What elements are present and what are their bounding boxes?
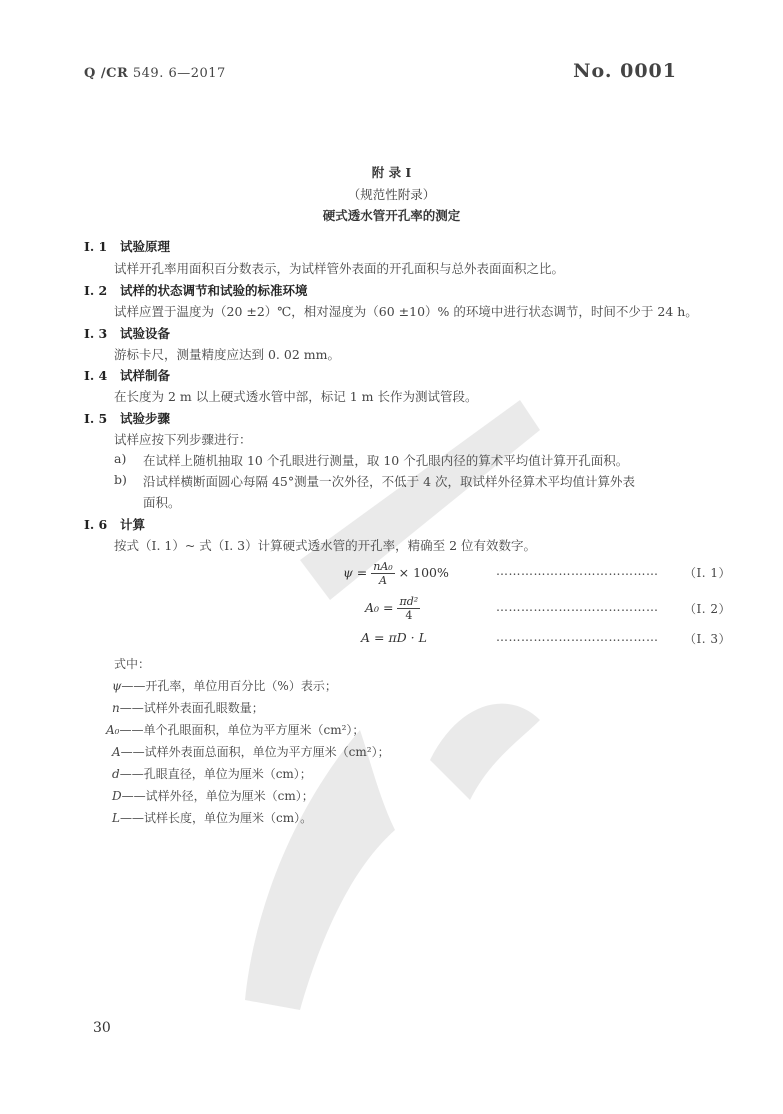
- definition: ——孔眼直径，单位为厘米（cm）；: [119, 767, 312, 781]
- denominator: A: [378, 574, 387, 587]
- list-item-label: b): [114, 472, 127, 487]
- section-number: I. 5: [84, 411, 108, 426]
- document-number: No. 0001: [573, 60, 677, 82]
- formula-reference: （I. 2）: [684, 602, 732, 616]
- section-number: I. 3: [84, 326, 108, 341]
- list-item: 沿试样横断面圆心每隔 45°测量一次外径，不低于 4 次，取试样外径算术平均值计算外表: [143, 474, 636, 489]
- definition: ——试样外表面孔眼数量；: [119, 701, 264, 715]
- section-number: I. 2: [84, 283, 108, 298]
- symbol: A₀: [106, 723, 120, 737]
- section-heading: [84, 409, 170, 427]
- where-item: [106, 721, 364, 738]
- definition: ——试样外表面总面积，单位为平方厘米（cm²）；: [120, 745, 390, 759]
- annex-subtitle: （规范性附录）: [347, 187, 436, 202]
- paragraph: 游标卡尺，测量精度应达到 0. 02 mm。: [114, 347, 340, 362]
- where-item: [112, 787, 314, 804]
- formula-reference: （I. 1）: [684, 566, 732, 580]
- paragraph: 试样应置于温度为（20 ±2）℃，相对湿度为（60 ±10）% 的环境中进行状态调节，时间不少于 24 h。: [114, 304, 698, 319]
- leader-dots: …………………………………: [496, 630, 659, 644]
- definition: ——单个孔眼面积，单位为平方厘米（cm²）；: [119, 723, 365, 737]
- page-number: 30: [93, 1020, 111, 1036]
- formula-lhs: A₀ =: [365, 600, 394, 615]
- definition: ——开孔率，单位用百分比（%）表示；: [121, 679, 337, 693]
- standard-number: 549. 6—2017: [132, 66, 226, 81]
- section-number: I. 6: [84, 517, 108, 532]
- symbol: D: [112, 789, 122, 803]
- symbol: L: [112, 811, 120, 825]
- fraction: [397, 595, 420, 622]
- formula-i1: [343, 560, 449, 587]
- leader-dots: …………………………………: [496, 564, 659, 578]
- paragraph: 在长度为 2 m 以上硬式透水管中部，标记 1 m 长作为测试管段。: [114, 389, 478, 404]
- section-title: 试验步骤: [120, 411, 171, 426]
- numerator: nA₀: [373, 560, 393, 573]
- section-number: I. 4: [84, 368, 108, 383]
- where-item: [112, 677, 337, 694]
- where-item: [112, 765, 312, 782]
- annex-heading: 硬式透水管开孔率的测定: [322, 208, 461, 223]
- section-heading: [84, 281, 308, 299]
- standard-prefix: Q /CR: [84, 66, 129, 81]
- section-title: 试样的状态调节和试验的标准环境: [120, 283, 308, 298]
- symbol: n: [112, 701, 120, 715]
- leader-dots: …………………………………: [496, 600, 659, 614]
- definition: ——试样外径，单位为厘米（cm）；: [121, 789, 314, 803]
- section-title: 计算: [120, 517, 146, 532]
- section-heading: [84, 515, 145, 533]
- where-intro: 式中：: [114, 657, 151, 671]
- list-item: 在试样上随机抽取 10 个孔眼进行测量，取 10 个孔眼内径的算术平均值计算开孔面积。: [143, 453, 629, 468]
- paragraph: 试样开孔率用面积百分数表示，为试样管外表面的开孔面积与总外表面面积之比。: [114, 261, 565, 276]
- fraction: [371, 560, 394, 587]
- section-title: 试验设备: [120, 326, 171, 341]
- section-title: 试样制备: [120, 368, 171, 383]
- formula-i3: A = πD · L: [361, 630, 427, 645]
- section-number: I. 1: [84, 239, 108, 254]
- section-heading: [84, 324, 170, 342]
- formula-reference: （I. 3）: [684, 632, 732, 646]
- where-item: [112, 743, 390, 760]
- formula-rhs: × 100%: [398, 565, 449, 580]
- standard-code: [84, 66, 226, 81]
- list-item-continued: 面积。: [143, 495, 181, 510]
- numerator: πd²: [399, 595, 419, 608]
- list-item-label: a): [114, 451, 127, 466]
- denominator: 4: [405, 609, 413, 622]
- where-item: [112, 809, 312, 826]
- section-title: 试验原理: [120, 239, 171, 254]
- where-item: [112, 699, 264, 716]
- paragraph: 试样应按下列步骤进行：: [114, 432, 252, 447]
- symbol: A: [112, 745, 121, 759]
- paragraph: 按式（I. 1）~ 式（I. 3）计算硬式透水管的开孔率，精确至 2 位有效数字。: [114, 538, 537, 553]
- formula-lhs: ψ =: [343, 565, 368, 580]
- section-heading: [84, 237, 170, 255]
- symbol: ψ: [112, 679, 122, 693]
- annex-title: 附 录 I: [371, 165, 412, 180]
- symbol: d: [112, 767, 120, 781]
- definition: ——试样长度，单位为厘米（cm）。: [119, 811, 313, 825]
- formula-i2: [365, 595, 420, 622]
- section-heading: [84, 366, 170, 384]
